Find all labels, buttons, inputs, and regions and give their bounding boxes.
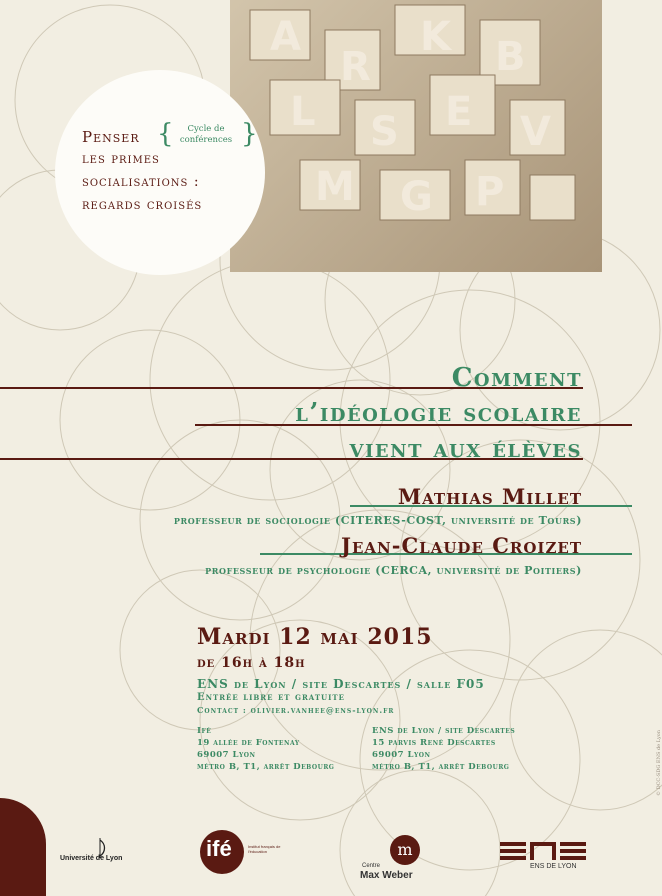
- address-ife-city: 69007 Lyon: [197, 750, 256, 760]
- series-line2: les primes: [82, 151, 160, 167]
- svg-text:E: E: [445, 89, 473, 135]
- series-cycle-label: Cycle de conférences: [179, 124, 233, 145]
- speaker-2-first: Jean-Claude: [341, 533, 493, 558]
- speaker-2-affiliation: professeur de psychologie (CERCA, université de Poitiers): [205, 564, 582, 577]
- address-ens-transit: métro B, T1, arrêt Debourg: [372, 762, 510, 772]
- credit-text: © DCC-SDG ENS de Lyon: [655, 729, 662, 797]
- speaker-1-name: [398, 484, 582, 509]
- ife-logo-subtitle: Institut français de l'éducation: [248, 844, 281, 854]
- speaker-2-last: Croizet: [492, 533, 582, 558]
- ens-logo: [500, 842, 590, 882]
- svg-text:K: K: [420, 14, 451, 60]
- udl-logo-text: Université de Lyon: [60, 855, 123, 862]
- svg-text:V: V: [520, 109, 551, 155]
- speaker-1-last: Millet: [502, 484, 582, 509]
- ens-logo-text: ENS DE LYON: [530, 863, 577, 870]
- udl-logo: [60, 838, 140, 874]
- svg-text:A: A: [270, 14, 301, 60]
- address-ens-name: ENS de Lyon / site Descartes: [372, 726, 516, 736]
- event-time: de 16h à 18h: [197, 655, 306, 671]
- svg-text:R: R: [340, 44, 371, 90]
- speaker-2-name: [341, 533, 582, 558]
- svg-text:L: L: [290, 89, 316, 135]
- event-date: Mardi 12 mai 2015: [197, 624, 433, 650]
- title-line-3: vient aux élèves: [349, 434, 582, 464]
- max-weber-logo: [360, 835, 430, 887]
- max-weber-top: Centre: [362, 863, 381, 869]
- title-line-2: [295, 398, 582, 428]
- speaker-1-first: Mathias: [397, 484, 503, 509]
- address-ife-street: 19 allée de Fontenay: [197, 738, 300, 748]
- title-line-2b: scolaire: [463, 398, 582, 428]
- svg-text:G: G: [400, 174, 433, 220]
- ife-logo: [200, 830, 290, 882]
- address-ife: [197, 725, 334, 773]
- title-line-1: Comment: [451, 363, 582, 393]
- right-brace-icon: }: [241, 119, 258, 149]
- event-contact: Contact : olivier.vanhee@ens-lyon.fr: [197, 705, 395, 715]
- series-circle: [55, 70, 265, 275]
- speaker-1-affiliation: professeur de sociologie (CITERES-COST, université de Tours): [173, 514, 582, 527]
- address-ens: [372, 725, 515, 773]
- address-ife-transit: métro B, T1, arrêt Debourg: [197, 762, 335, 772]
- series-penser: Penser: [82, 128, 140, 146]
- letters-photo: [230, 0, 602, 272]
- svg-text:M: M: [315, 164, 355, 210]
- address-ens-city: 69007 Lyon: [372, 750, 431, 760]
- address-ife-name: Ifé: [197, 726, 212, 736]
- event-venue: ENS de Lyon / site Descartes / salle F05: [197, 677, 485, 691]
- ife-logo-text: ifé: [206, 836, 232, 861]
- svg-text:P: P: [475, 169, 505, 215]
- svg-text:S: S: [370, 109, 399, 155]
- address-ens-street: 15 parvis René Descartes: [372, 738, 496, 748]
- left-brace-icon: {: [157, 119, 174, 149]
- series-line3: socialisations :: [82, 174, 200, 190]
- svg-text:B: B: [495, 34, 526, 80]
- event-entry: Entrée libre et gratuite: [197, 692, 345, 703]
- title-line-2a: l’idéologie: [295, 398, 464, 428]
- series-line4: regards croisés: [82, 197, 203, 213]
- max-weber-circle: m: [390, 835, 420, 865]
- max-weber-text: Max Weber: [360, 870, 413, 881]
